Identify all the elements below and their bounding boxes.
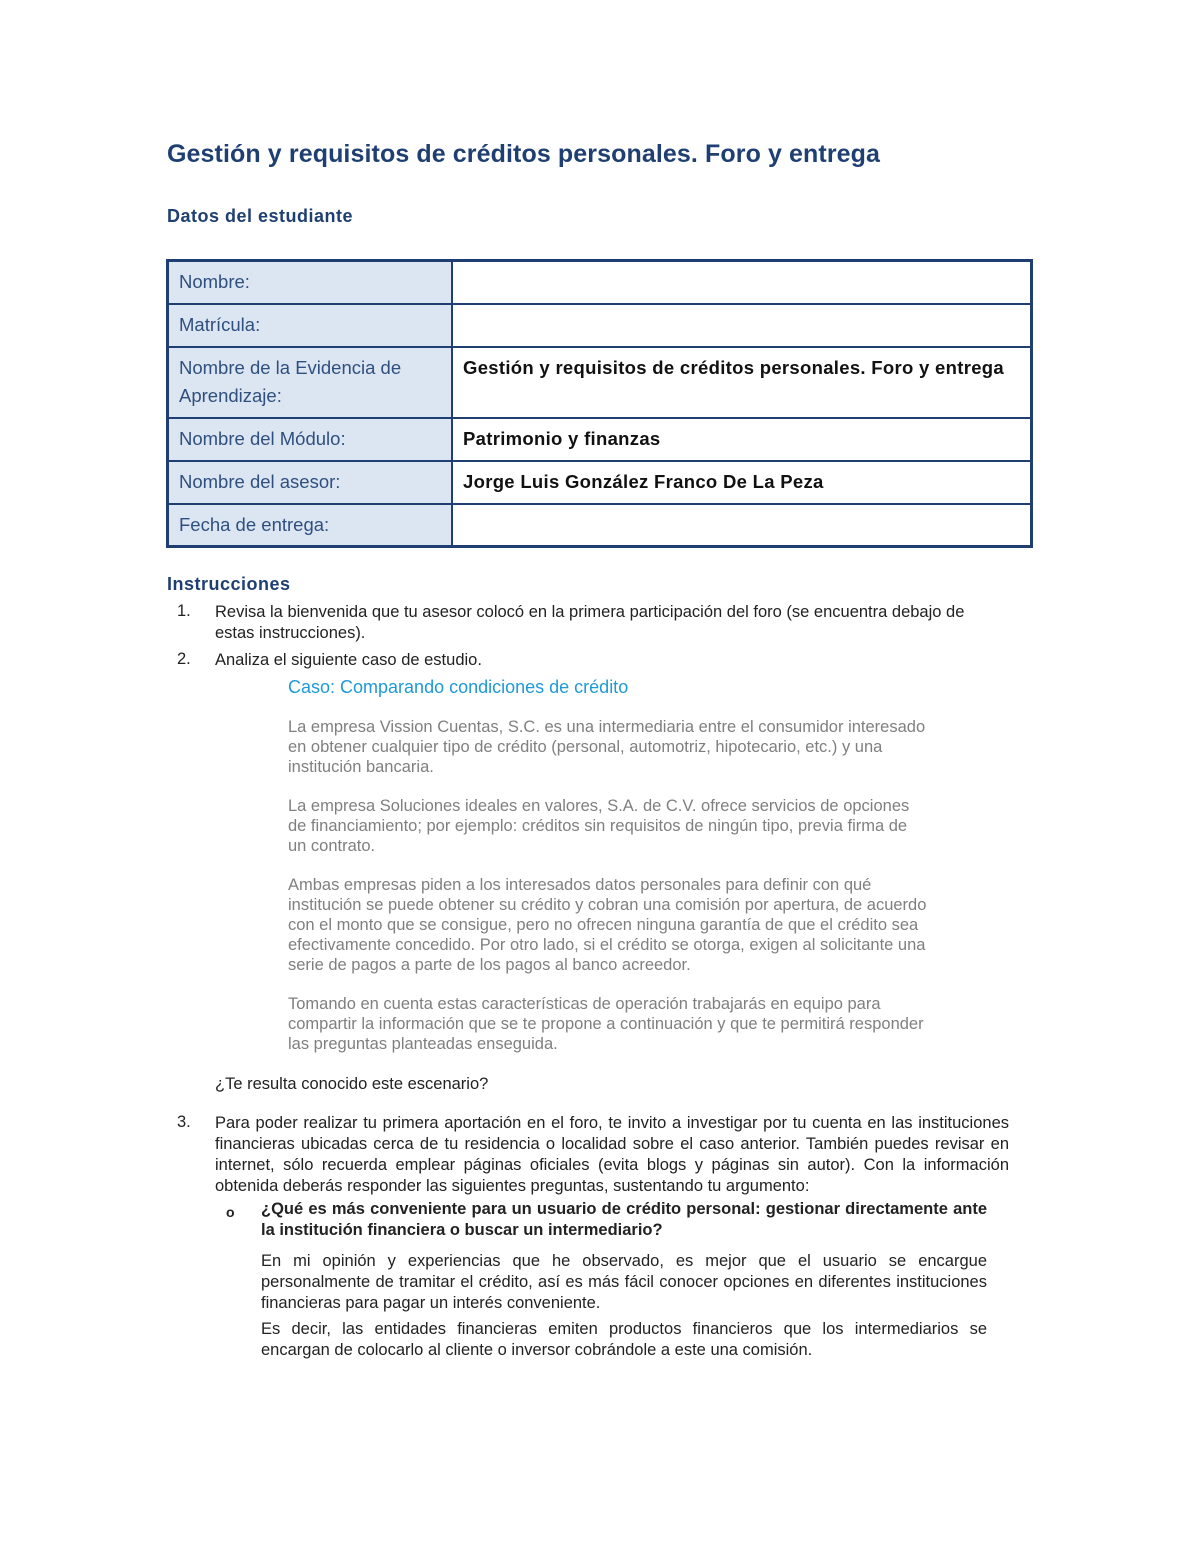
instruction-item-3: Para poder realizar tu primera aportación en el foro, te invito a investigar por tu cuenta en las instituciones financieras ubicadas cerca de tu residencia o localidad sobre el caso anterior. También puedes revisar en internet, sólo recuerda emplear páginas oficiales (evita blogs y páginas sin autor). Con la información obtenida deberás responder las siguientes preguntas, sustentando tu argumento:: [215, 1114, 1009, 1195]
name-label: Nombre:: [168, 261, 453, 304]
answer-paragraph-1: En mi opinión y experiencias que he observado, es mejor que el usuario se encargue personalmente de tramitar el crédito, así es más fácil conocer opciones en diferentes instituciones financieras para pagar un interés conveniente.: [261, 1252, 987, 1312]
advisor-label: Nombre del asesor:: [168, 461, 453, 504]
matricula-label: Matrícula:: [168, 304, 453, 347]
case-title: Caso: Comparando condiciones de crédito: [288, 677, 629, 697]
name-value: [452, 261, 1032, 304]
document-title: Gestión y requisitos de créditos personales. Foro y entrega: [167, 140, 881, 168]
module-label: Nombre del Módulo:: [168, 418, 453, 461]
evidence-value: Gestión y requisitos de créditos personales. Foro y entrega: [452, 347, 1032, 418]
instruction-item-2: Analiza el siguiente caso de estudio.: [215, 651, 482, 669]
table-row: [168, 504, 1032, 547]
table-row: [168, 347, 1032, 418]
module-value: Patrimonio y finanzas: [452, 418, 1032, 461]
list-number: 3.: [177, 1113, 191, 1131]
instructions-heading: Instrucciones: [167, 574, 291, 594]
table-row: [168, 261, 1032, 304]
table-row: [168, 304, 1032, 347]
due-date-label: Fecha de entrega:: [168, 504, 453, 547]
case-paragraph-4: Tomando en cuenta estas características de operación trabajarás en equipo para compartir la información que se te propone a continuación y que te permitirá responder las preguntas planteadas enseguida.: [288, 995, 924, 1053]
bullet-marker: o: [226, 1204, 235, 1220]
instruction-item-1: Revisa la bienvenida que tu asesor colocó en la primera participación del foro (se encuentra debajo de estas instrucciones).: [215, 603, 965, 642]
matricula-value: [452, 304, 1032, 347]
due-date-value: [452, 504, 1032, 547]
student-data-table: [166, 259, 1033, 548]
evidence-label: Nombre de la Evidencia de Aprendizaje:: [168, 347, 453, 418]
student-section-heading: Datos del estudiante: [167, 206, 354, 226]
list-number: 1.: [177, 602, 191, 620]
question-1: ¿Qué es más conveniente para un usuario de crédito personal: gestionar directamente ante la institución financiera o buscar un intermediario?: [261, 1200, 987, 1239]
table-row: [168, 418, 1032, 461]
advisor-value: Jorge Luis González Franco De La Peza: [452, 461, 1032, 504]
case-paragraph-1: La empresa Vission Cuentas, S.C. es una intermediaria entre el consumidor interesado en obtener cualquier tipo de crédito (personal, automotriz, hipotecario, etc.) y una institución bancaria.: [288, 718, 926, 776]
list-number: 2.: [177, 650, 191, 668]
case-paragraph-3: Ambas empresas piden a los interesados datos personales para definir con qué institución se puede obtener su crédito y cobran una comisión por apertura, de acuerdo con el monto que se consigue, pero no ofrecen ninguna garantía de que el crédito sea efectivamente concedido. Por otro lado, si el crédito se otorga, exigen al solicitante una serie de pagos a parte de los pagos al banco acreedor.: [288, 876, 927, 974]
case-question: ¿Te resulta conocido este escenario?: [215, 1075, 489, 1093]
case-paragraph-2: La empresa Soluciones ideales en valores, S.A. de C.V. ofrece servicios de opciones de financiamiento; por ejemplo: créditos sin requisitos de ningún tipo, previa firma de un contrato.: [288, 797, 910, 855]
table-row: [168, 461, 1032, 504]
answer-paragraph-2: Es decir, las entidades financieras emiten productos financieros que los intermediarios se encargan de colocarlo al cliente o inversor cobrándole a este una comisión.: [261, 1320, 987, 1359]
